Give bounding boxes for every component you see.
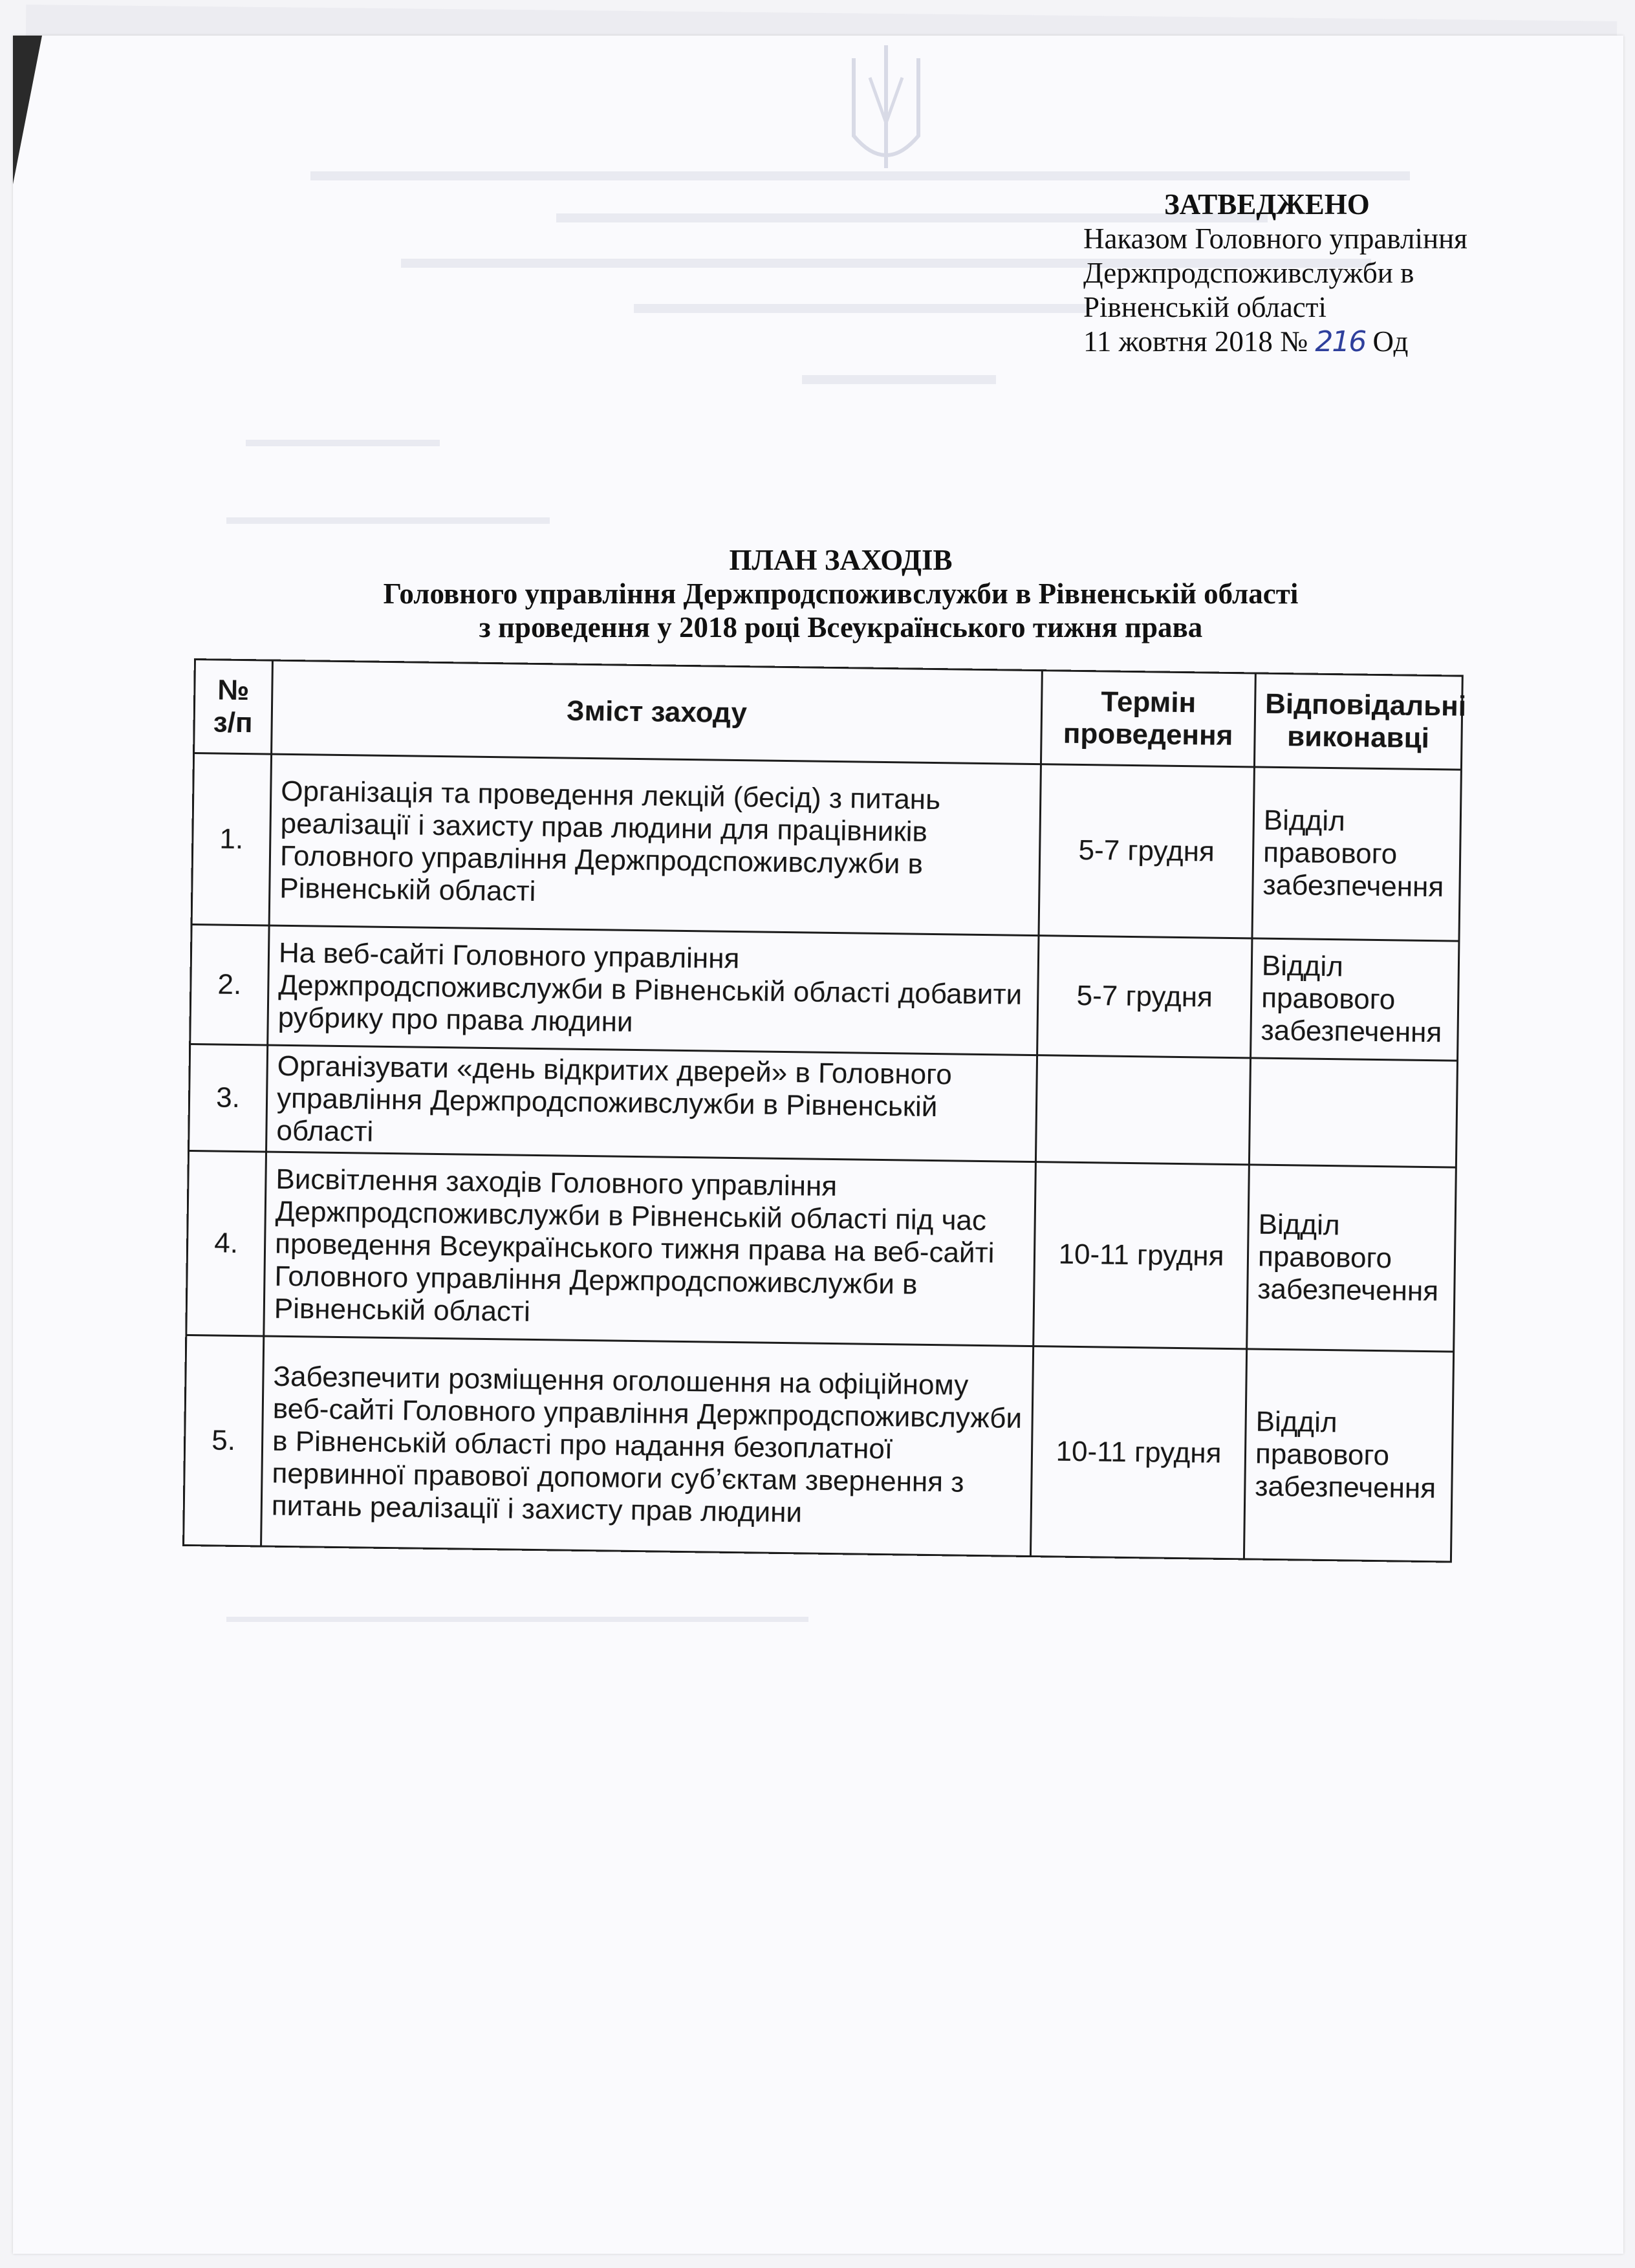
header-responsible: Відповідальні виконавці <box>1254 673 1462 770</box>
table-row <box>186 1150 1456 1352</box>
plan-title-line-2: Головного управління Держпродспоживслужби в Рівненській області <box>383 578 1299 610</box>
row-content: Організація та проведення лекцій (бесід) з питань реалізації і захисту прав людини для працівників Головного управління Держпродспоживслужби в Рівненській області <box>269 754 1041 936</box>
row-content: Організувати «день відкритих дверей» в Головного управління Держпродспоживслужби в Рівненській області <box>266 1045 1037 1162</box>
row-num: 5. <box>184 1335 264 1546</box>
row-term: 10-11 грудня <box>1030 1346 1246 1559</box>
table-header-row <box>194 660 1463 770</box>
header-num: № з/п <box>194 660 273 755</box>
approval-date: 11 жовтня 2018 № <box>1083 325 1308 358</box>
header-term: Термін проведення <box>1041 671 1255 767</box>
row-responsible: Відділ правового забезпечення <box>1247 1165 1456 1352</box>
approval-heading: ЗАТВЕДЖЕНО <box>1164 188 1370 221</box>
row-term: 10-11 грудня <box>1034 1162 1250 1349</box>
row-content: Висвітлення заходів Головного управління Держпродспоживслужби в Рівненській області під час проведення Всеукраїнського тижня права на веб-сайті Головного управління Держпродспоживслужби в Рівненській області <box>264 1152 1036 1346</box>
bleed-through-emblem <box>834 39 938 175</box>
plan-title-line-3: з проведення у 2018 році Всеукраїнського тижня права <box>479 611 1203 643</box>
approval-line-2: Держпродспоживслужби в <box>1083 257 1414 289</box>
plan-table-wrapper <box>182 658 1467 1563</box>
header-content: Зміст заходу <box>272 660 1043 764</box>
row-responsible: Відділ правового забезпечення <box>1252 767 1461 941</box>
scan-corner-shadow <box>13 36 42 184</box>
row-responsible: Відділ правового забезпечення <box>1251 938 1459 1061</box>
plan-title <box>246 543 1436 644</box>
table-row <box>189 1044 1458 1167</box>
row-content: На веб-сайті Головного управління Держпродспоживслужби в Рівненській області добавити рубрику про права людини <box>268 925 1039 1055</box>
plan-table <box>182 658 1467 1563</box>
table-row <box>191 753 1461 942</box>
handwritten-order-number: 216 <box>1315 325 1366 358</box>
row-content: Забезпечити розміщення оголошення на офіційному веб-сайті Головного управління Держпродспоживслужби в Рівненській області про надання безоплатної первинної правової допомоги суб’єктам звернення з питань реалізації і захисту прав людини <box>261 1336 1034 1557</box>
row-term: 5-7 грудня <box>1037 936 1252 1058</box>
row-num: 1. <box>191 753 271 926</box>
approval-order-suffix: Од <box>1372 325 1409 358</box>
plan-title-line-1: ПЛАН ЗАХОДІВ <box>729 544 953 576</box>
row-term: 5-7 грудня <box>1039 764 1254 938</box>
row-term <box>1035 1055 1250 1165</box>
row-num: 2. <box>190 924 269 1045</box>
approval-line-1: Наказом Головного управління <box>1083 222 1467 255</box>
approval-date-line <box>1083 325 1536 359</box>
approval-line-3: Рівненській області <box>1083 291 1326 323</box>
approval-block <box>1083 188 1536 359</box>
table-row <box>184 1335 1454 1562</box>
table-row <box>190 924 1459 1061</box>
row-responsible <box>1249 1058 1457 1167</box>
row-responsible: Відділ правового забезпечення <box>1244 1349 1453 1562</box>
row-num: 4. <box>186 1150 266 1336</box>
row-num: 3. <box>189 1044 268 1152</box>
